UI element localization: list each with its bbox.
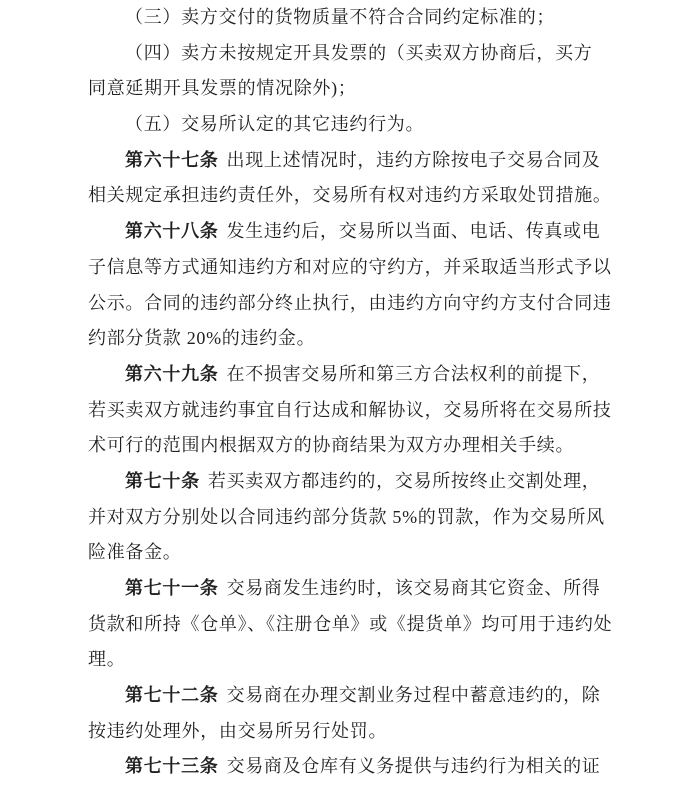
line-text: 公示。合同的违约部分终止执行，由违约方向守约方支付合同违 [88, 292, 612, 313]
document-line [88, 36, 628, 72]
line-text: 交易商发生违约时，该交易商其它资金、所得 [226, 578, 601, 598]
document-line [88, 250, 628, 286]
document-line [88, 321, 628, 357]
document-line [88, 714, 628, 750]
document-line [88, 607, 628, 643]
document-line [88, 107, 628, 143]
line-text: 若买卖双方都违约的，交易所按终止交割处理， [207, 470, 601, 491]
document-line [88, 393, 628, 429]
line-text: 若买卖双方就违约事宜自行达成和解协议，交易所将在交易所技 [88, 399, 612, 420]
document-line [88, 214, 628, 250]
document-line [88, 71, 628, 107]
document-line [88, 678, 628, 714]
line-text: （四）卖方未按规定开具发票的（买卖双方协商后，买方 [125, 42, 593, 63]
article-number: 第六十八条 [125, 221, 219, 242]
line-text: 术可行的范围内根据双方的协商结果为双方办理相关手续。 [88, 435, 575, 456]
line-text: 子信息等方式通知违约方和对应的守约方，并采取适当形式予以 [88, 256, 612, 277]
line-text: 理。 [88, 649, 126, 670]
document-text-block [88, 0, 628, 785]
document-line [88, 357, 628, 393]
line-text: 在不损害交易所和第三方合法权利的前提下， [226, 363, 601, 384]
document-line [88, 571, 628, 607]
line-text: 相关规定承担违约责任外，交易所有权对违约方采取处罚措施。 [88, 185, 612, 206]
article-number: 第七十二条 [125, 685, 219, 706]
document-line [88, 535, 628, 571]
line-text: （三）卖方交付的货物质量不符合合同约定标准的； [125, 7, 556, 27]
line-text: 并对双方分别处以合同违约部分货款 5%的罚款，作为交易所风 [88, 506, 605, 527]
line-text: 险准备金。 [88, 542, 182, 563]
article-number: 第七十三条 [125, 756, 219, 777]
line-text: 发生违约后，交易所以当面、电话、传真或电 [226, 221, 601, 242]
article-number: 第六十七条 [125, 149, 219, 170]
line-text: 交易商在办理交割业务过程中蓄意违约的，除 [226, 685, 601, 706]
document-line [88, 178, 628, 214]
line-text: 交易商及仓库有义务提供与违约行为相关的证 [226, 756, 601, 777]
line-text: 同意延期开具发票的情况除外)； [88, 78, 357, 99]
document-line [88, 749, 628, 785]
document-line [88, 143, 628, 179]
document-line [88, 428, 628, 464]
document-line [88, 642, 628, 678]
line-text: 出现上述情况时，违约方除按电子交易合同及 [226, 149, 601, 170]
line-text: （五）交易所认定的其它违约行为。 [125, 114, 425, 135]
document-line [88, 0, 628, 36]
line-text: 按违约处理外，由交易所另行处罚。 [88, 720, 388, 741]
article-number: 第七十条 [125, 470, 200, 491]
document-line [88, 500, 628, 536]
article-number: 第七十一条 [125, 578, 219, 598]
document-line [88, 464, 628, 500]
document-line [88, 286, 628, 322]
article-number: 第六十九条 [125, 363, 219, 384]
line-text: 约部分货款 20%的违约金。 [88, 328, 316, 349]
line-text: 货款和所持《仓单》、《注册仓单》或《提货单》均可用于违约处 [88, 613, 613, 634]
